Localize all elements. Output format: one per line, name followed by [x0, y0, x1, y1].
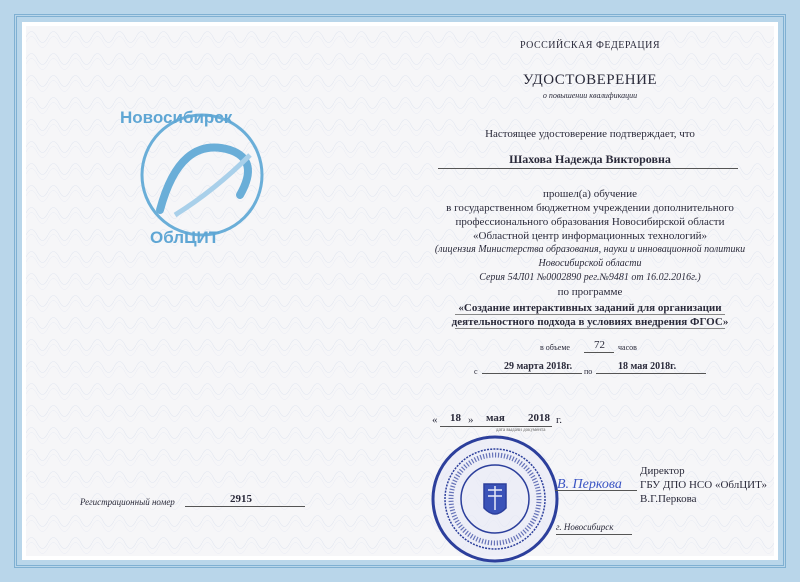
org-line-3: «Областной центр информационных технологий» — [473, 230, 707, 242]
logo-top-text: Новосибирск — [120, 108, 233, 127]
registration-underline — [185, 506, 305, 507]
signature-line — [555, 490, 637, 491]
issue-year-suffix: г. — [556, 414, 563, 426]
city-underline — [556, 534, 632, 535]
program-line-1: «Создание интерактивных заданий для организации — [458, 302, 722, 314]
director-name: В.Г.Перкова — [640, 493, 697, 505]
name-underline — [438, 168, 738, 169]
org-line-1: в государственном бюджетном учреждении дополнительного — [446, 202, 734, 214]
signature-handwriting: В. Перкова — [557, 477, 622, 492]
logo-bottom-text: ОблЦИТ — [150, 228, 220, 247]
to-label: по — [584, 367, 593, 376]
date-to-underline — [596, 373, 706, 374]
director-role: Директор — [640, 465, 685, 477]
program-line-2: деятельностного подхода в условиях внедрения ФГОС» — [451, 316, 729, 328]
registration-label: Регистрационный номер — [80, 497, 175, 507]
license-line-2: Новосибирской области — [538, 258, 642, 269]
date-to: 18 мая 2018г. — [618, 361, 677, 372]
director-signature — [555, 462, 635, 502]
hours-value: 72 — [594, 339, 605, 351]
program-underline-2 — [455, 328, 725, 329]
program-underline-1 — [455, 314, 725, 315]
issue-city: г. Новосибирск — [556, 522, 614, 532]
from-label: с — [474, 367, 478, 376]
license-line-3: Серия 54Л01 №0002890 рег.№9481 от 16.02.2016г.) — [479, 272, 701, 283]
official-seal — [430, 434, 560, 564]
country-heading: РОССИЙСКАЯ ФЕДЕРАЦИЯ — [519, 40, 661, 51]
issue-year: 2018 — [528, 412, 550, 424]
document-subtitle: о повышении квалификации — [542, 91, 638, 100]
date-from-underline — [482, 373, 582, 374]
document-title: УДОСТОВЕРЕНИЕ — [522, 72, 658, 88]
issue-date-underline — [440, 426, 552, 427]
registration-number: 2915 — [230, 493, 252, 505]
director-org: ГБУ ДПО НСО «ОблЦИТ» — [640, 479, 768, 491]
license-line-1: (лицензия Министерства образования, науки и инновационной политики — [434, 244, 746, 255]
issue-day: 18 — [450, 412, 461, 424]
hours-label: часов — [618, 343, 637, 352]
org-line-2: профессионального образования Новосибирской области — [455, 216, 725, 228]
issue-date-caption: дата выдачи документа — [496, 428, 546, 433]
issue-month: мая — [486, 412, 505, 424]
issue-quote-open: « — [432, 414, 438, 426]
recipient-name: Шахова Надежда Викторовна — [509, 152, 671, 166]
by-program-text: по программе — [557, 286, 623, 298]
confirm-text: Настоящее удостоверение подтверждает, что — [485, 128, 695, 140]
issue-quote-close: » — [468, 414, 474, 426]
date-from: 29 марта 2018г. — [504, 361, 573, 372]
hours-underline — [584, 352, 614, 353]
passed-text: прошел(а) обучение — [543, 188, 637, 200]
oblcit-logo — [120, 95, 280, 255]
volume-label: в объеме — [540, 343, 570, 352]
